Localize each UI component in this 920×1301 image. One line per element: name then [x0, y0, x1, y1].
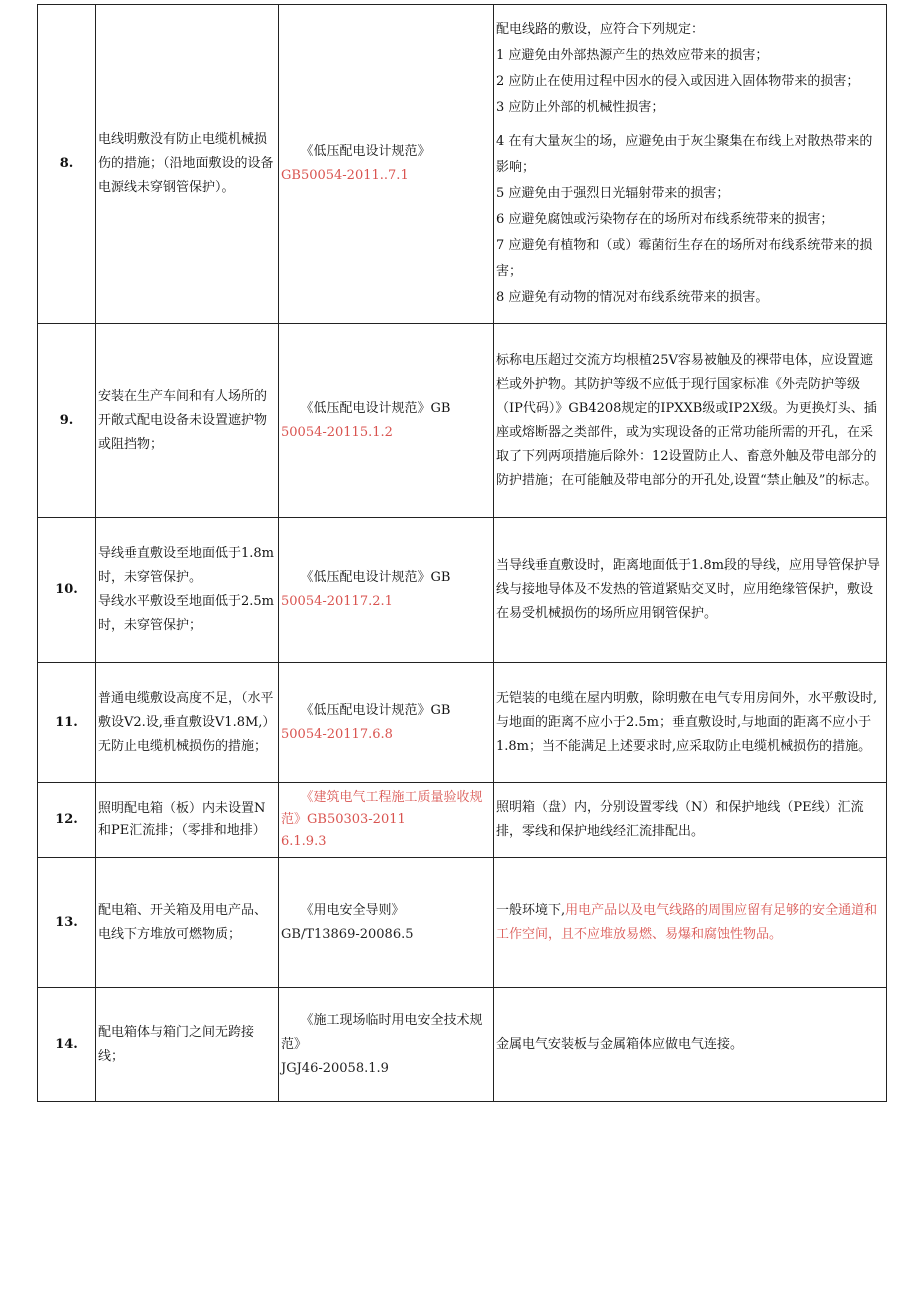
requirement-cell: 标称电压超过交流方均根植25V容易被触及的裸带电体，应设置遮栏或外护物。其防护等级不应低于现行国家标准《外壳防护等级（IP代码）》GB4208规定的IPXXB级或IP2X级。为更换灯头、插座或熔断器之类部件，或为实现设备的正常功能所需的开孔，在采取了下列两项措施后除外：12设置防止人、畜意外触及带电部分的防护措施；在可能触及带电部分的开孔处,设置“禁止触及”的标志。 [494, 324, 887, 518]
row-number: 14. [38, 988, 96, 1102]
requirement-line: 6 应避免腐蚀或污染物存在的场所对布线系统带来的损害； [496, 212, 834, 227]
row-number: 8. [38, 5, 96, 324]
row-number: 11. [38, 663, 96, 783]
standards-table [37, 4, 887, 1102]
standard-title: 《建筑电气工程施工质量验收规范》GB50303-2011 [281, 790, 483, 827]
table-row [38, 783, 887, 858]
standard-title: 《施工现场临时用电安全技术规范》 [281, 1012, 483, 1052]
table-row [38, 5, 887, 324]
issue-cell: 配电箱、开关箱及用电产品、电线下方堆放可燃物质； [96, 858, 279, 988]
requirement-line: 4 在有大量灰尘的场，应避免由于灰尘聚集在布线上对散热带来的影响； [496, 134, 873, 175]
table-row [38, 858, 887, 988]
standard-code: GB50054-2011..7.1 [281, 168, 409, 183]
standard-cell [279, 858, 494, 988]
requirement-cell: 金属电气安装板与金属箱体应做电气连接。 [494, 988, 887, 1102]
requirement-highlight: 用电产品以及电气线路的周围应留有足够的安全通道和工作空间，且不应堆放易燃、易爆和腐蚀性物品。 [496, 902, 878, 942]
row-number: 12. [38, 783, 96, 858]
standard-cell [279, 988, 494, 1102]
row-number: 13. [38, 858, 96, 988]
standard-title: 《用电安全导则》 [300, 902, 405, 918]
requirement-cell: 无铠装的电缆在屋内明敷，除明敷在电气专用房间外，水平敷设时,与地面的距离不应小于2.5m；垂直敷设时,与地面的距离不应小于1.8m；当不能满足上述要求时,应采取防止电缆机械损伤的措施。 [494, 663, 887, 783]
standard-code: 50054-20117.6.8 [281, 726, 393, 742]
requirement-cell [494, 858, 887, 988]
issue-cell: 普通电缆敷设高度不足，（水平敷设V2.设,垂直敷设V1.8M,）无防止电缆机械损伤的措施； [96, 663, 279, 783]
table-row [38, 988, 887, 1102]
standard-title: 《低压配电设计规范》GB [300, 702, 451, 718]
standard-cell [279, 518, 494, 663]
standard-cell [279, 5, 494, 324]
standard-title: 《低压配电设计规范》 [300, 144, 431, 159]
requirement-cell: 当导线垂直敷设时，距离地面低于1.8m段的导线，应用导管保护导线与接地导体及不发热的管道紧贴交叉时，应用绝缘管保护，敷设在易受机械损伤的场所应用钢管保护。 [494, 518, 887, 663]
issue-cell: 配电箱体与箱门之间无跨接线； [96, 988, 279, 1102]
table-row [38, 518, 887, 663]
standard-title: 《低压配电设计规范》GB [300, 400, 451, 416]
requirement-line: 5 应避免由于强烈日光辐射带来的损害； [496, 186, 730, 201]
standard-code: JGJ46-20058.1.9 [281, 1060, 389, 1076]
standard-code: 50054-20117.2.1 [281, 594, 393, 609]
standard-code: GB/T13869-20086.5 [281, 926, 414, 942]
row-number: 9. [38, 324, 96, 518]
requirement-line: 3 应防止外部的机械性损害； [496, 100, 665, 115]
standard-cell [279, 783, 494, 858]
requirement-line: 2 应防止在使用过程中因水的侵入或因进入固体物带来的损害； [496, 74, 860, 89]
requirement-cell [494, 5, 887, 324]
requirement-line: 配电线路的敷设，应符合下列规定： [496, 22, 705, 37]
row-number: 10. [38, 518, 96, 663]
issue-line: 导线垂直敷设至地面低于1.8m时，未穿管保护。 [98, 546, 275, 585]
requirement-line: 1 应避免由外部热源产生的热效应带来的损害； [496, 48, 769, 63]
requirement-line: 7 应避免有植物和（或）霉菌衍生存在的场所对布线系统带来的损害； [496, 238, 873, 279]
requirement-line: 8 应避免有动物的情况对布线系统带来的损害。 [496, 290, 769, 305]
issue-cell [96, 518, 279, 663]
standard-cell [279, 324, 494, 518]
table-row [38, 663, 887, 783]
issue-cell: 电线明敷没有防止电缆机械损伤的措施；（沿地面敷设的设备电源线未穿钢管保护）。 [96, 5, 279, 324]
issue-line: 导线水平敷设至地面低于2.5m时，未穿管保护； [98, 594, 275, 633]
requirement-cell: 照明箱（盘）内，分别设置零线（N）和保护地线（PE线）汇流排，零线和保护地线经汇流排配出。 [494, 783, 887, 858]
issue-cell: 照明配电箱（板）内未设置N和PE汇流排；（零排和地排） [96, 783, 279, 858]
standard-code: 6.1.9.3 [281, 834, 327, 849]
requirement-prefix: 一般环境下, [496, 902, 566, 918]
standard-code: 50054-20115.1.2 [281, 424, 393, 440]
standard-cell [279, 663, 494, 783]
standard-title: 《低压配电设计规范》GB [300, 570, 451, 585]
table-row [38, 324, 887, 518]
issue-cell: 安装在生产车间和有人场所的开敞式配电设备未设置遮护物或阻挡物； [96, 324, 279, 518]
